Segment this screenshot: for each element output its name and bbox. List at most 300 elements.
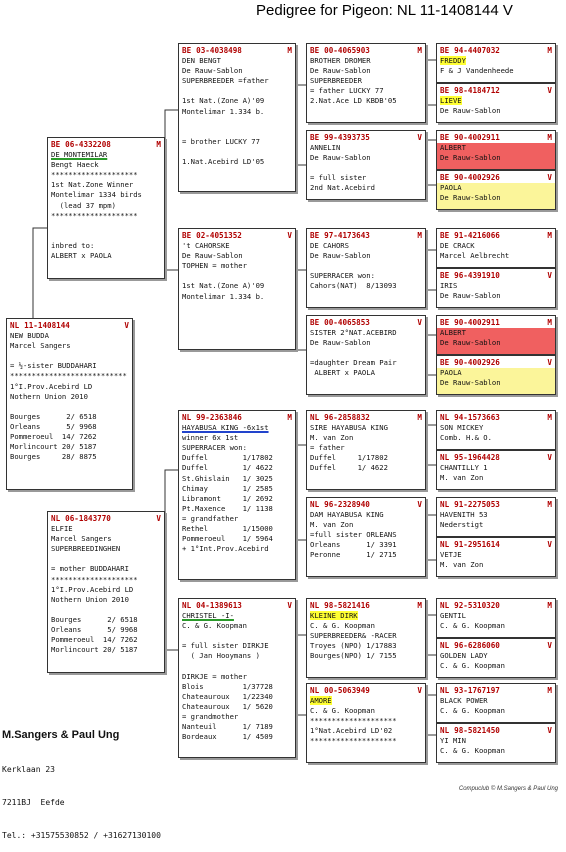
ring-number (440, 601, 552, 611)
ring-country: BE (440, 271, 450, 280)
pigeon-info-line: Comb. H.& O. (440, 433, 492, 443)
ring-code: 96-6286060 (454, 641, 500, 650)
card-body (437, 328, 555, 355)
ring-sex: M (547, 231, 552, 240)
pigeon-name: YI MIN (440, 736, 466, 746)
pigeon-card (436, 410, 556, 450)
ring-sex: V (547, 173, 552, 182)
ring-country: NL (310, 601, 320, 610)
pigeon-name (310, 611, 422, 621)
ring-sex: V (547, 86, 552, 95)
card-body (440, 241, 552, 261)
pigeon-info-line: Marcel Sangers (51, 534, 112, 544)
pigeon-info-line: De Rauw-Sablon (440, 106, 501, 116)
card-body (182, 241, 292, 302)
pigeon-card (306, 683, 426, 763)
ring-sex: V (547, 358, 552, 367)
card-body (310, 696, 422, 746)
ring-number (440, 173, 552, 183)
card-body (440, 463, 552, 483)
pigeon-name: SON MICKEY (440, 423, 484, 433)
card-body (437, 368, 555, 395)
pigeon-info-line (310, 261, 422, 271)
pigeon-info-line: Nothern Union 2010 (51, 594, 129, 604)
pigeon-name-text: FREDDY (440, 56, 466, 66)
ring-code: 94-1573663 (454, 413, 500, 422)
ring-sex: V (547, 453, 552, 462)
ring-number (310, 413, 422, 423)
ring-number (440, 46, 552, 56)
pigeon-info-line: Bourges 2/ 6518 (51, 614, 138, 624)
ring-code: 91-2951614 (454, 540, 500, 549)
ring-sex: M (417, 231, 422, 240)
pigeon-info-line (51, 605, 161, 615)
ring-sex: M (417, 601, 422, 610)
pigeon-info-line: 1.Nat.Acebird LD'05 (182, 157, 265, 167)
owner-phone: Tel.: +31575530852 / +31627130100 (2, 831, 161, 840)
ring-country: NL (440, 686, 450, 695)
ring-country: BE (182, 46, 192, 55)
ring-number (310, 601, 422, 611)
pigeon-name: 't CAHORSKE (182, 241, 230, 251)
ring-number (440, 500, 552, 510)
pigeon-info-line: 1st Nat.(Zone A)'09 (182, 281, 265, 291)
pigeon-info-line: =daughter Dream Pair (310, 358, 397, 368)
pigeon-card (178, 228, 296, 350)
card-body (440, 611, 552, 631)
pigeon-name (51, 150, 161, 160)
ring-number (310, 318, 422, 328)
ring-sex: M (547, 413, 552, 422)
pigeon-info-line: Nothern Union 2010 (10, 391, 88, 401)
pigeon-info-line (51, 231, 161, 241)
ring-code: 96-2858832 (324, 413, 370, 422)
ring-country: NL (440, 641, 450, 650)
ring-number (182, 601, 292, 611)
pigeon-card (436, 497, 556, 537)
ring-sex: V (547, 641, 552, 650)
pigeon-info-line (51, 554, 161, 564)
pigeon-info-line: SUPERBREEDER& -RACER (310, 631, 397, 641)
pigeon-info-line (310, 348, 422, 358)
pigeon-info-line: SUPERRACER won: (310, 271, 375, 281)
pigeon-info-line: De Rauw-Sablon (440, 291, 501, 301)
pigeon-card (6, 318, 133, 490)
ring-country: BE (310, 318, 320, 327)
pigeon-card (306, 43, 426, 123)
ring-code: 02-4051352 (196, 231, 242, 240)
ring-number (310, 231, 422, 241)
ring-code: 90-4002911 (454, 318, 500, 327)
pigeon-name: GENTIL (440, 611, 466, 621)
pigeon-info-line (182, 86, 292, 96)
card-body (310, 56, 422, 106)
pigeon-info-line (182, 662, 292, 672)
ring-code: 96-4391910 (454, 271, 500, 280)
ring-sex: M (417, 46, 422, 55)
pigeon-info-line: De Rauw-Sablon (440, 338, 501, 348)
ring-code: 98-4184712 (454, 86, 500, 95)
ring-code: 91-4216066 (454, 231, 500, 240)
ring-number (182, 231, 292, 241)
pigeon-info-line: Montelimar 1334 birds (51, 190, 142, 200)
pigeon-info-line: *************************** (10, 371, 127, 381)
ring-code: 04-1389613 (196, 601, 242, 610)
ring-country: NL (310, 686, 320, 695)
owner-street: Kerklaan 23 (2, 765, 55, 774)
pigeon-info-line: C. & G. Koopman (440, 621, 505, 631)
ring-code: 97-4173643 (324, 231, 370, 240)
pigeon-name: BROTHER DROMER (310, 56, 371, 66)
pigeon-info-line: De Rauw-Sablon (440, 153, 501, 163)
ring-number (440, 358, 552, 368)
card-body (440, 56, 552, 76)
ring-code: 90-4002926 (454, 173, 500, 182)
card-body (440, 651, 552, 671)
pigeon-info-line: ALBERT x PAOLA (51, 251, 112, 261)
pigeon-info-line: ALBERT x PAOLA (310, 368, 375, 378)
pigeon-info-line: M. van Zon (310, 433, 354, 443)
ring-sex: V (124, 321, 129, 330)
pigeon-card (306, 410, 426, 490)
pigeon-name: NEW BUDDA (10, 331, 49, 341)
ring-code: 90-4002926 (454, 358, 500, 367)
ring-country: BE (440, 46, 450, 55)
ring-code: 99-4393735 (324, 133, 370, 142)
pigeon-info-line: = grandfather (182, 513, 239, 523)
ring-code: 98-5821416 (324, 601, 370, 610)
pigeon-name: PAOLA (440, 368, 462, 378)
ring-country: BE (182, 231, 192, 240)
pigeon-info-line (182, 147, 292, 157)
pigeon-name: ALBERT (440, 143, 466, 153)
pigeon-info-line: = brother LUCKY 77 (182, 136, 260, 146)
pigeon-info-line: (lead 37 mpm) (51, 200, 116, 210)
ring-number (182, 413, 292, 423)
pigeon-info-line: Cahors(NAT) 8/13093 (310, 281, 397, 291)
ring-code: 03-4038498 (196, 46, 242, 55)
ring-sex: V (156, 514, 161, 523)
card-body (440, 550, 552, 570)
pigeon-info-line: Pommeroeul 14/ 7262 (51, 635, 138, 645)
pigeon-info-line: C. & G. Koopman (182, 621, 247, 631)
pigeon-name: ALBERT (440, 328, 466, 338)
card-body (440, 736, 552, 756)
card-body (440, 281, 552, 301)
ring-code: 00-5063949 (324, 686, 370, 695)
pigeon-info-line (10, 351, 129, 361)
pigeon-info-line: Bourges 2/ 6518 (10, 411, 97, 421)
ring-number (440, 318, 552, 328)
pigeon-info-line: M. van Zon (440, 473, 484, 483)
card-body (437, 183, 555, 210)
ring-country: BE (310, 46, 320, 55)
pigeon-info-line: De Rauw-Sablon (310, 338, 371, 348)
ring-country: NL (440, 726, 450, 735)
pigeon-info-line: M. van Zon (310, 520, 354, 530)
pigeon-card (306, 130, 426, 200)
pigeon-info-line: Bourges 28/ 8875 (10, 452, 97, 462)
ring-country: BE (440, 133, 450, 142)
pigeon-info-line: winner 6x 1st (182, 433, 239, 443)
pigeon-name: DE CRACK (440, 241, 475, 251)
pigeon-info-line: DIRKJE = mother (182, 671, 247, 681)
pigeon-name (182, 611, 292, 621)
ring-sex: V (417, 133, 422, 142)
pigeon-card (436, 537, 556, 577)
ring-code: 06-4332208 (65, 140, 111, 149)
pigeon-info-line: ******************** (310, 736, 397, 746)
pigeon-name: IRIS (440, 281, 458, 291)
ring-code: 93-1767197 (454, 686, 500, 695)
pigeon-info-line: Chateauroux 1/ 5620 (182, 701, 273, 711)
pigeon-info-line: Nederstigt (440, 520, 484, 530)
pigeon-info-line: 2nd Nat.Acebird (310, 183, 375, 193)
pigeon-info-line: Orleans 5/ 9968 (51, 625, 138, 635)
pigeon-card (178, 43, 296, 192)
pigeon-info-line: Pt.Maxence 1/ 1138 (182, 503, 273, 513)
pigeon-info-line: Orleans 1/ 3391 (310, 540, 397, 550)
pigeon-info-line: SUPERBREEDER (310, 76, 362, 86)
pigeon-info-line: inbred to: (51, 240, 95, 250)
pigeon-info-line: ******************** (51, 170, 138, 180)
pigeon-name-text: HAYABUSA KING -6x1st (182, 423, 269, 433)
ring-number (440, 726, 552, 736)
ring-country: NL (440, 453, 450, 462)
pigeon-name: DEN BENGT (182, 56, 221, 66)
pigeon-info-line: Duffel 1/ 4622 (310, 463, 388, 473)
pigeon-info-line: Bengt Haeck (51, 160, 99, 170)
pigeon-info-line: Orleans 5/ 9968 (10, 421, 97, 431)
pigeon-name-text: KLEINE DIRK (310, 611, 358, 621)
pigeon-info-line: Nanteuil 1/ 7189 (182, 722, 273, 732)
pigeon-info-line: Troyes (NPO) 1/17883 (310, 641, 397, 651)
pigeon-info-line: + 1°Int.Prov.Acebird (182, 544, 269, 554)
pigeon-card (436, 683, 556, 723)
ring-country: NL (440, 413, 450, 422)
pigeon-name-text: AMORÉ (310, 696, 332, 706)
ring-number (440, 231, 552, 241)
pigeon-card (436, 450, 556, 490)
ring-country: NL (440, 540, 450, 549)
ring-country: BE (51, 140, 61, 149)
pigeon-info-line: = full sister DIRKJE (182, 641, 269, 651)
ring-country: NL (51, 514, 61, 523)
pigeon-info-line (310, 163, 422, 173)
ring-country: NL (440, 500, 450, 509)
pigeon-info-line: Pommeroeul 14/ 7262 (10, 432, 97, 442)
pigeon-info-line: De Rauw-Sablon (310, 251, 371, 261)
pigeon-info-line (51, 221, 161, 231)
ring-sex: V (417, 318, 422, 327)
ring-country: BE (440, 358, 450, 367)
ring-number (310, 46, 422, 56)
ring-code: 91-2275053 (454, 500, 500, 509)
ring-country: NL (10, 321, 20, 330)
ring-sex: V (547, 540, 552, 549)
pigeon-info-line: C. & G. Koopman (440, 661, 505, 671)
pigeon-name-text: DE MONTEMILAR (51, 150, 108, 160)
pigeon-name (440, 56, 552, 66)
pigeon-card (436, 83, 556, 123)
card-body (310, 328, 422, 378)
pigeon-info-line: Pommeroeul 1/ 5964 (182, 534, 273, 544)
ring-code: 00-4065853 (324, 318, 370, 327)
ring-sex: M (156, 140, 161, 149)
pigeon-info-line: Duffel 1/ 4622 (182, 463, 273, 473)
ring-country: BE (440, 173, 450, 182)
card-body (310, 241, 422, 291)
card-body (51, 524, 161, 655)
card-body (440, 96, 552, 116)
ring-sex: M (547, 686, 552, 695)
pigeon-card (47, 511, 165, 673)
pigeon-name: SISTER 2°NAT.ACEBIRD (310, 328, 397, 338)
pigeon-card (306, 315, 426, 395)
pigeon-card (178, 598, 296, 758)
pigeon-name: VETJE (440, 550, 462, 560)
ring-number (440, 271, 552, 281)
card-body (310, 611, 422, 661)
ring-sex: V (417, 686, 422, 695)
ring-number (440, 686, 552, 696)
pigeon-info-line: Marcel Aelbrecht (440, 251, 510, 261)
card-body (310, 510, 422, 560)
copyright-footer: Compuclub © M.Sangers & Paul Ung (458, 786, 558, 792)
pigeon-name (440, 96, 552, 106)
ring-sex: M (547, 133, 552, 142)
card-body (310, 423, 422, 473)
pigeon-card (436, 170, 556, 210)
pigeon-info-line: De Rauw-Sablon (440, 378, 501, 388)
ring-number (10, 321, 129, 331)
pigeon-info-line: ( Jan Hooymans ) (182, 651, 260, 661)
card-body (440, 510, 552, 530)
ring-code: 94-4407032 (454, 46, 500, 55)
pigeon-info-line: Chimay 1/ 2585 (182, 483, 273, 493)
pigeon-card (436, 598, 556, 638)
pigeon-card (436, 43, 556, 83)
page-title: Pedigree for Pigeon: NL 11-1408144 V (256, 2, 513, 19)
pigeon-info-line (182, 117, 292, 127)
pigeon-info-line: Bordeaux 1/ 4509 (182, 732, 273, 742)
pigeon-name-text: LIEVE (440, 96, 462, 106)
pigeon-info-line: M. van Zon (440, 560, 484, 570)
card-body (182, 56, 292, 167)
pigeon-card (436, 315, 556, 355)
ring-code: 11-1408144 (24, 321, 70, 330)
pigeon-info-line: De Rauw-Sablon (310, 153, 371, 163)
pigeon-info-line: 1st Nat.Zone Winner (51, 180, 134, 190)
ring-country: BE (310, 133, 320, 142)
ring-country: NL (310, 500, 320, 509)
pigeon-info-line: Blois 1/37728 (182, 681, 273, 691)
pigeon-name (310, 696, 422, 706)
ring-number (182, 46, 292, 56)
pigeon-name: GOLDEN LADY (440, 651, 488, 661)
ring-country: BE (440, 231, 450, 240)
ring-code: 92-5310320 (454, 601, 500, 610)
ring-number (310, 133, 422, 143)
pigeon-name: SIRE HAYABUSA KING (310, 423, 388, 433)
pigeon-info-line: St.Ghislain 1/ 3025 (182, 473, 273, 483)
ring-country: BE (440, 86, 450, 95)
pigeon-info-line: De Rauw-Sablon (310, 66, 371, 76)
ring-sex: V (287, 601, 292, 610)
card-body (51, 150, 161, 261)
pigeon-info-line: TOPHEN = mother (182, 261, 247, 271)
ring-number (440, 413, 552, 423)
ring-code: 90-4002911 (454, 133, 500, 142)
ring-sex: M (287, 413, 292, 422)
ring-sex: M (547, 601, 552, 610)
pigeon-info-line: 1°I.Prov.Acebird LD (10, 381, 93, 391)
pigeon-name: ANNELIN (310, 143, 341, 153)
pigeon-info-line: De Rauw-Sablon (182, 251, 243, 261)
pigeon-info-line: ******************** (51, 210, 138, 220)
pigeon-info-line: Libramont 1/ 2692 (182, 493, 273, 503)
pigeon-info-line: C. & G. Koopman (310, 621, 375, 631)
ring-code: 95-1964428 (454, 453, 500, 462)
pigeon-info-line: Duffel 1/17802 (310, 453, 388, 463)
pigeon-info-line: SUPERBREEDINGHEN (51, 544, 121, 554)
pigeon-info-line: Morlincourt 20/ 5187 (10, 442, 97, 452)
card-body (440, 696, 552, 716)
pigeon-card (306, 228, 426, 308)
pigeon-name: CHANTILLY 1 (440, 463, 488, 473)
pigeon-info-line: F & J Vandenheede (440, 66, 514, 76)
pigeon-card (436, 228, 556, 268)
owner-name: M.Sangers & Paul Ung (2, 729, 120, 741)
ring-code: 06-1843770 (65, 514, 111, 523)
ring-number (440, 641, 552, 651)
owner-block (2, 706, 161, 852)
card-body (182, 423, 292, 554)
pigeon-card (436, 268, 556, 308)
card-body (440, 423, 552, 443)
pigeon-info-line: 1st Nat.(Zone A)'09 (182, 96, 265, 106)
pigeon-name: ELFIE (51, 524, 73, 534)
pigeon-info-line (10, 402, 129, 412)
pigeon-info-line (182, 127, 292, 137)
pigeon-info-line: = grandmother (182, 712, 239, 722)
pigeon-info-line: = ½-sister BUDDAHARI (10, 361, 97, 371)
pigeon-card (178, 410, 296, 580)
ring-sex: M (417, 413, 422, 422)
pigeon-card (306, 598, 426, 678)
ring-country: NL (310, 413, 320, 422)
pigeon-card (306, 497, 426, 577)
pigeon-name: HAVENITH 53 (440, 510, 488, 520)
pigeon-info-line: Rethel 1/15000 (182, 524, 273, 534)
pigeon-info-line: ******************** (310, 716, 397, 726)
pigeon-name: BLACK POWER (440, 696, 488, 706)
pigeon-info-line: = father (310, 443, 345, 453)
ring-code: 99-2363846 (196, 413, 242, 422)
pigeon-info-line: =full sister ORLEANS (310, 530, 397, 540)
ring-number (440, 540, 552, 550)
pigeon-info-line: Bourges(NPO) 1/ 7155 (310, 651, 397, 661)
ring-sex: M (547, 46, 552, 55)
pigeon-name: DAM HAYABUSA KING (310, 510, 384, 520)
ring-sex: V (547, 726, 552, 735)
pigeon-card (436, 723, 556, 763)
pigeon-info-line: ******************** (51, 574, 138, 584)
ring-sex: V (287, 231, 292, 240)
pigeon-info-line: Duffel 1/17802 (182, 453, 273, 463)
ring-code: 98-5821450 (454, 726, 500, 735)
card-body (10, 331, 129, 462)
